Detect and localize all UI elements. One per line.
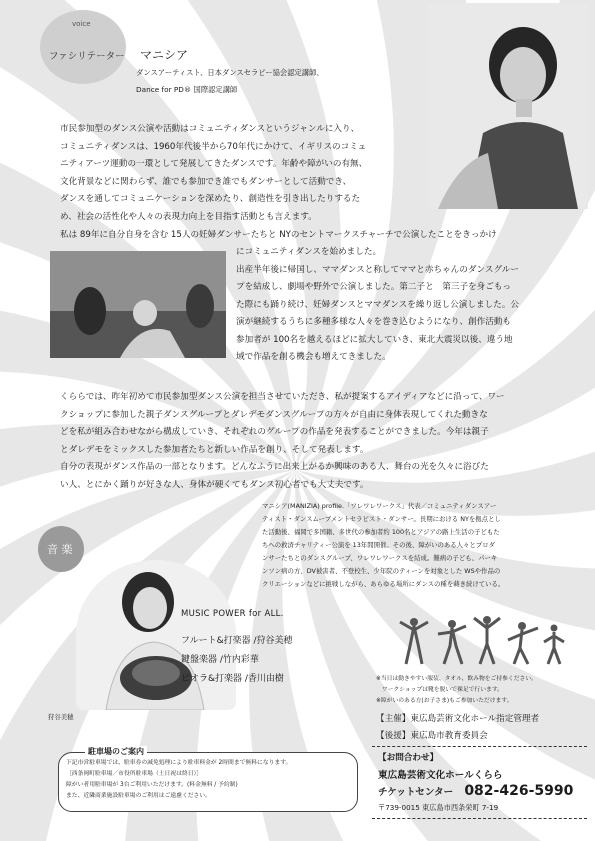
music-player: フルート&打楽器 /狩谷美穂 — [181, 636, 293, 646]
profile-line: ティスト・ダンスムーブメントセラピスト・ダンサー。長期における NYを拠点とし — [262, 515, 501, 523]
notes-block — [376, 674, 586, 707]
ticket-center-label: チケットセンター — [378, 787, 454, 798]
music-heading: MUSIC POWER for ALL. — [181, 609, 284, 619]
ticket-center-phone: 082-426-5990 — [464, 783, 574, 799]
music-badge-label: 音 楽 — [47, 543, 73, 556]
intro-line: 市民参加型のダンス公演や活動はコミュニティダンスというジャンルに入り、 — [60, 124, 360, 134]
note-line: ※障がいのある方(お子さま)もご参加いただけます。 — [376, 698, 513, 704]
history-line: 出産半年後に帰国し、ママダンスと称してママと赤ちゃんのダンスグルー — [236, 264, 519, 275]
profile-line: た活動後、福岡で多国籍、多世代の参加者約 100名とアジアの路上生活の子どもた — [262, 528, 500, 536]
voice-tag: voice — [72, 20, 91, 28]
music-player-list — [181, 632, 293, 689]
kurara-line: 自分の表現がダンス作品の一部となります。どんなふうに出来上がるか興味のある人、舞台の光を久々に浴びた — [60, 462, 489, 472]
intro-paragraph — [60, 121, 420, 226]
history-line: た際にも踊り続け、妊婦ダンスとママダンスを繰り返し公演しました。公 — [236, 299, 519, 310]
credential-line-2: Dance for PD® 国際認定講師 — [136, 85, 238, 94]
intro-line: ダンスを通してコミュニケーションを深めたり、創造性を引き出したりするた — [60, 194, 361, 204]
history-line: 参加者が 100名を越えるほどに拡大していき、東北大震災以後、違う地 — [236, 334, 513, 345]
musician-caption: 狩谷美穂 — [48, 713, 74, 721]
kurara-paragraph — [60, 389, 580, 494]
credential-line-1: ダンスアーティスト、日本ダンスセラピー協会認定講師、 — [136, 68, 324, 77]
kurara-line: い人、とにかく踊りが好きな人、身体が硬くてもダンス初心者でも大丈夫です。 — [60, 479, 369, 490]
kurara-line: とダレデモをミックスした参加者たちと新しい作品を創り、そして発表します。 — [60, 444, 369, 455]
contact-venue: 東広島芸術文化ホールくらら — [378, 770, 503, 781]
organizer-row — [376, 712, 539, 724]
dancer-silhouettes — [392, 614, 572, 668]
sponsor-row — [376, 729, 488, 741]
ticket-center-row — [378, 780, 573, 799]
dance-photo — [50, 251, 226, 358]
history-line: 私は 89年に自分自身を含む 15人の妊婦ダンサーたちと NYのセントマークスチャーチで公演したことをきっかけ — [60, 230, 497, 240]
contact-address: 〒739-0015 東広島市西条栄町 7-19 — [378, 803, 499, 812]
intro-line: 文化背景などに関わらず、誰でも参加でき誰でもダンサーとして活動でき、 — [60, 176, 352, 187]
organizer-name: 東広島芸術文化ホール指定管理者 — [410, 714, 540, 724]
history-line: 演が継続するうちに多種多様な人々を巻き込むようになり、創作活動も — [236, 317, 512, 327]
contact-bottom-rule — [372, 818, 587, 819]
profile-line: ンソン病の方、DV被害者、不登校生、少年院のティーンを対象とした WSや作品の — [262, 567, 501, 575]
history-line: 域で作品を創る機会も増えてきました。 — [236, 352, 391, 362]
history-paragraph — [236, 244, 566, 367]
profile-line: ンサーたちとのダンスグループ、ワレワレワークスを結成。難病の子ども、パーキ — [262, 554, 498, 562]
note-line: ※当日は動きやすい服装、タオル、飲み物をご持参ください。 — [376, 676, 537, 682]
contact-top-rule — [372, 746, 587, 747]
organizer-label: 【主催】 — [376, 714, 411, 724]
note-line: ワークショップは靴を脱いで裸足で行います。 — [376, 687, 503, 693]
parking-title: 駐車場のご案内 — [85, 746, 147, 757]
kurara-line: クショップに参加した親子ダンスグループとダレデモダンスグループの方々が自由に身体表現してくれた動きな — [60, 409, 488, 420]
music-player: ピオラ&打楽器 /香川由樹 — [181, 674, 284, 684]
history-line: プを結成し、劇場や野外で公演しました。第二子と 第三子を身ごもっ — [236, 282, 512, 292]
contact-title: 【お問合わせ】 — [378, 753, 439, 763]
kurara-line: くららでは、昨年初めて市民参加型ダンス公演を担当させていただき、私が提案するアイディアなどに沿って、ワー — [60, 392, 505, 402]
parking-line: また、近隣商業施設駐車場のご利用はご遠慮ください。 — [66, 793, 211, 799]
profile-line: ちへの救済チャリティー公演を 13年間開催。その後、障がいのある人々とプロダ — [262, 541, 496, 549]
facilitator-portrait-photo — [428, 3, 588, 209]
parking-line: ［西条岡町駐車場／市役所駐車場（土日祝は終日）］ — [66, 771, 203, 777]
sponsor-label: 【後援】 — [376, 731, 411, 741]
intro-line: ニティアーツ運動の一環として発展してきたダンスです。年齢や障がいの有無、 — [60, 159, 368, 169]
profile-block — [262, 500, 592, 591]
parking-text — [66, 758, 356, 802]
history-line: にコミュニティダンスを始めました。 — [236, 247, 382, 257]
kurara-line: どを私が組み合わせながら構成していき、それぞれのグループの作品を発表することができました。今年は親子 — [60, 427, 489, 437]
facilitator-name: マニシア — [140, 48, 189, 62]
facilitator-role: ファシリテーター — [49, 51, 125, 62]
intro-line: め、社会の活性化や人々の表現力向上を目指す活動とも言えます。 — [60, 211, 317, 222]
parking-line: 下記市営駐車場では、駐車券の減免処理により駐車料金が 2時間まで無料になります。 — [66, 760, 292, 766]
parking-line: 障がい者用駐車場が 3台ご利用いただけます。(料金無料 / 予約制) — [66, 782, 238, 788]
music-player: 鍵盤楽器 /竹内彩華 — [181, 655, 259, 665]
intro-line: コミュニティダンスは、1960年代後半から70年代にかけて、イギリスのコミュ — [60, 141, 367, 152]
profile-line: マニシア(MANIZIA) profile.「ワレワレワークス」代表／コミュニティダンスアー — [262, 502, 497, 510]
profile-line: クリエーションなどに挑戦しながら、あらゆる場所にダンスの種を蒔き続けている。 — [262, 580, 505, 588]
sponsor-name: 東広島市教育委員会 — [410, 731, 488, 741]
